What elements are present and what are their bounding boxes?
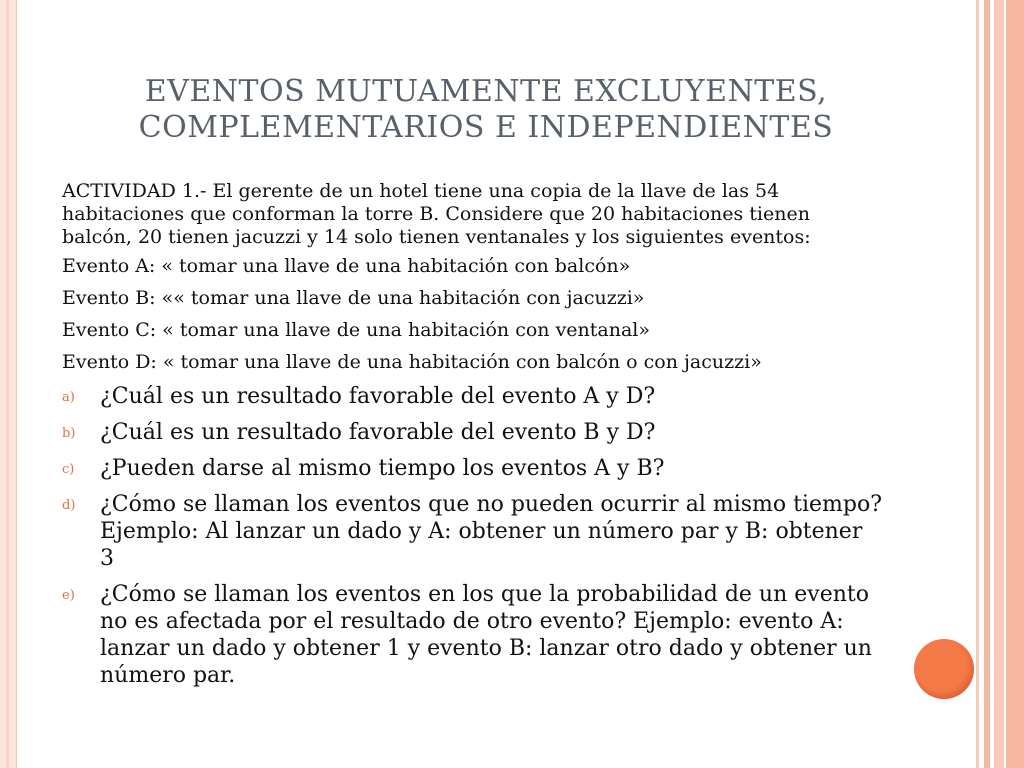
event-b: Evento B: «« tomar una llave de una habitación con jacuzzi»: [62, 287, 645, 309]
event-a: Evento A: « tomar una llave de una habitación con balcón»: [62, 255, 631, 277]
question-list: [62, 383, 882, 689]
question-letter: a): [62, 390, 75, 405]
left-border-decoration: [0, 0, 17, 768]
question-item: [62, 491, 882, 572]
stripe: [994, 0, 1004, 768]
question-item: [62, 383, 882, 410]
question-text: ¿Cuál es un resultado favorable del evento A y D?: [100, 384, 656, 409]
slide-body: [62, 180, 882, 698]
question-letter: d): [62, 498, 76, 513]
title-line-2: COMPLEMENTARIOS E INDEPENDIENTES: [138, 110, 834, 145]
stripe: [984, 0, 990, 768]
stripe: [1006, 0, 1024, 768]
slide-title: [56, 74, 916, 146]
question-text: ¿Pueden darse al mismo tiempo los eventos A y B?: [100, 456, 665, 481]
question-item: [62, 419, 882, 446]
event-c: Evento C: « tomar una llave de una habitación con ventanal»: [62, 319, 651, 341]
question-text: ¿Cómo se llaman los eventos en los que la probabilidad de un evento no es afectada por el resultado de otro evento? Ejemplo: evento A: lanzar un dado y obtener 1 y evento B: lanzar otro dado y obtener un número par.: [100, 582, 872, 688]
question-letter: c): [62, 462, 75, 477]
question-item: [62, 455, 882, 482]
right-border-decoration: [976, 0, 1024, 768]
decorative-circle: [914, 639, 974, 699]
question-letter: e): [62, 588, 75, 603]
question-text: ¿Cuál es un resultado favorable del evento B y D?: [100, 420, 656, 445]
activity-intro: ACTIVIDAD 1.- El gerente de un hotel tiene una copia de la llave de las 54 habitaciones que conforman la torre B. Considere que 20 habitaciones tienen balcón, 20 tienen jacuzzi y 14 solo tienen ventanales y los siguientes eventos:: [62, 180, 811, 248]
question-item: [62, 581, 882, 689]
question-text: ¿Cómo se llaman los eventos que no pueden ocurrir al mismo tiempo? Ejemplo: Al lanzar un dado y A: obtener un número par y B: obtener 3: [100, 492, 883, 571]
stripe: [976, 0, 979, 768]
question-letter: b): [62, 426, 76, 441]
event-d: Evento D: « tomar una llave de una habitación con balcón o con jacuzzi»: [62, 351, 762, 373]
title-line-1: EVENTOS MUTUAMENTE EXCLUYENTES,: [144, 74, 828, 109]
